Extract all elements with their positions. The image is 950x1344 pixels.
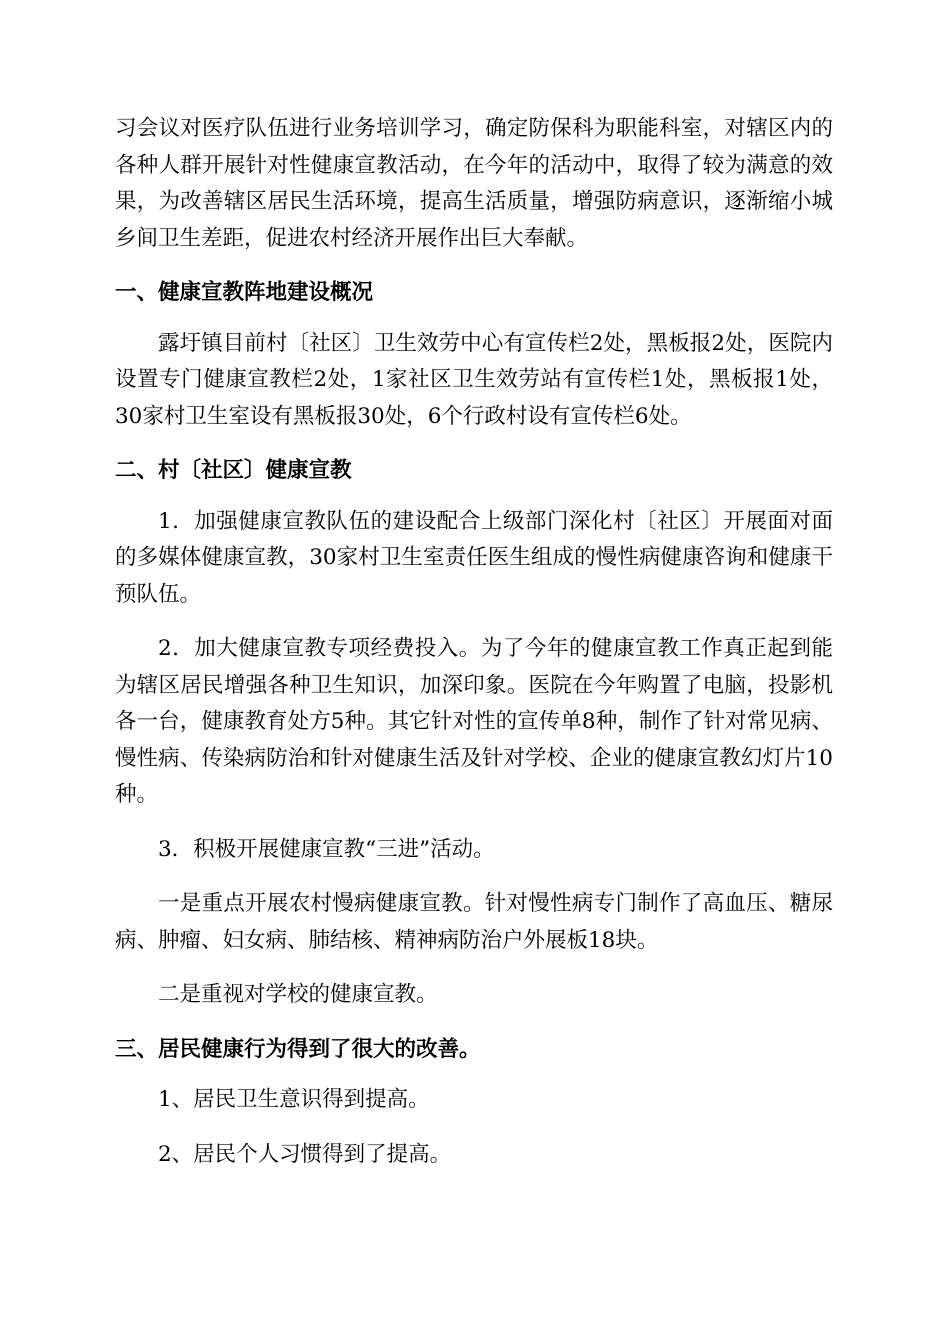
intro-paragraph: 习会议对医疗队伍进行业务培训学习，确定防保科为职能科室，对辖区内的各种人群开展针对性健康宣教活动，在今年的活动中，取得了较为满意的效果，为改善辖区居民生活环境，提高生活质量，增强防病意识，逐渐缩小城乡间卫生差距，促进农村经济开展作出巨大奉献。 bbox=[115, 116, 833, 251]
section-1-paragraph-1: 露圩镇目前村〔社区〕卫生效劳中心有宣传栏2处，黑板报2处，医院内设置专门健康宣教栏2处，1家社区卫生效劳站有宣传栏1处，黑板报1处，30家村卫生室设有黑板报30处，6个行政村设有宣传栏6处。 bbox=[115, 330, 833, 429]
section-heading-3: 三、居民健康行为得到了很大的改善。 bbox=[115, 1036, 481, 1062]
section-3-paragraph-2: 2、居民个人习惯得到了提高。 bbox=[158, 1141, 452, 1167]
section-2-paragraph-3: 3．积极开展健康宣教“三进”活动。 bbox=[158, 836, 495, 862]
document-page bbox=[115, 111, 833, 1173]
section-2-paragraph-5: 二是重视对学校的健康宣教。 bbox=[158, 982, 438, 1007]
section-2-paragraph-1: 1．加强健康宣教队伍的建设配合上级部门深化村〔社区〕开展面对面的多媒体健康宣教，30家村卫生室责任医生组成的慢性病健康咨询和健康干预队伍。 bbox=[115, 508, 833, 607]
section-2-paragraph-4: 一是重点开展农村慢病健康宣教。针对慢性病专门制作了高血压、糖尿病、肿瘤、妇女病、肺结核、精神病防治户外展板18块。 bbox=[115, 891, 833, 953]
section-3-paragraph-1: 1、居民卫生意识得到提高。 bbox=[158, 1087, 430, 1112]
section-heading-2: 二、村〔社区〕健康宣教 bbox=[115, 458, 352, 483]
section-2-paragraph-2: 2．加大健康宣教专项经费投入。为了今年的健康宣教工作真正起到能为辖区居民增强各种卫生知识，加深印象。医院在今年购置了电脑，投影机各一台，健康教育处方5种。其它针对性的宣传单8种，制作了针对常见病、慢性病、传染病防治和针对健康生活及针对学校、企业的健康宣教幻灯片10种。 bbox=[115, 636, 833, 807]
section-heading-1: 一、健康宣教阵地建设概况 bbox=[115, 280, 374, 305]
